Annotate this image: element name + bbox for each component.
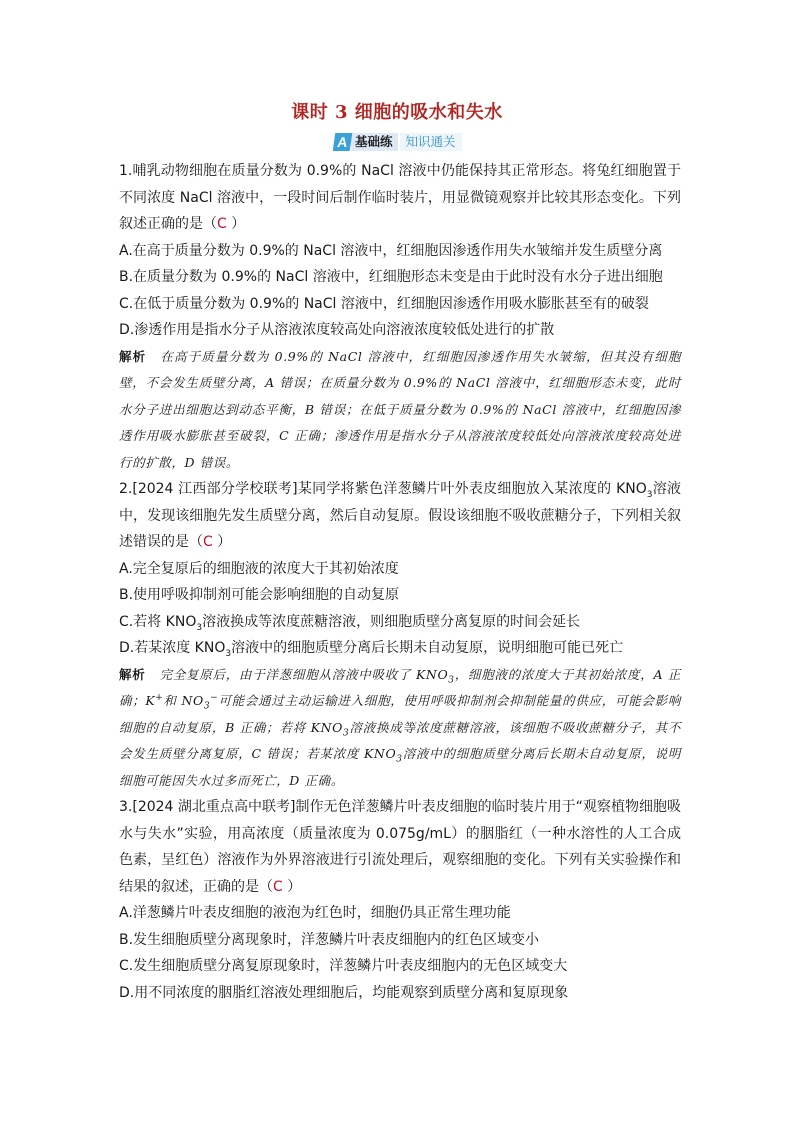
badge-sub-label: 知识通关 xyxy=(400,133,462,151)
explanation-label: 解析 xyxy=(119,348,147,364)
explanation-label: 解析 xyxy=(119,666,146,682)
option-a: A.洋葱鳞片叶表皮细胞的液泡为红色时，细胞仍具正常生理功能 xyxy=(119,905,511,921)
question-3 xyxy=(119,794,681,1006)
answer-letter: C xyxy=(217,216,227,232)
question-list xyxy=(119,158,681,1006)
answer-letter: C xyxy=(273,878,283,895)
question-stem: 3.[2024 湖北重点高中联考]制作无色洋葱鳞片叶表皮细胞的临时装片用于“观察植物细胞吸水与失水”实验，用高浓度（质量浓度为 0.075g/mL）的胭脂红（一种水溶性的人工合成色素，呈红色）溶液作为外界溶液进行引流处理后，观察细胞的变化。下列有关实验操作和结果的叙述，正确的是（C ） xyxy=(119,799,681,895)
option-c: C.在低于质量分数为 0.9%的 NaCl 溶液中，红细胞因渗透作用吸水膨胀甚至有的破裂 xyxy=(119,295,649,312)
question-2 xyxy=(119,476,681,794)
answer-letter: C xyxy=(203,534,213,550)
question-1 xyxy=(119,158,681,476)
option-a: A.在高于质量分数为 0.9%的 NaCl 溶液中，红细胞因渗透作用失水皱缩并发生质壁分离 xyxy=(119,242,663,259)
page-title: 课时 3 细胞的吸水和失水 xyxy=(291,102,503,123)
badge-level-label: 基础练 xyxy=(351,133,398,151)
option-b: B.发生细胞质壁分离现象时，洋葱鳞片叶表皮细胞内的红色区域变小 xyxy=(119,931,540,948)
explanation: 解析 完全复原后，由于洋葱细胞从溶液中吸收了 $KNO_3$，细胞液的浓度大于其初始浓度，A 正确；K+和 $NO_3^-$可能会通过主动运输进入细胞，使用呼吸抑制剂会抑制能量的供应，可能会影响细胞的自动复原，B 正确；若将 $KNO_3$溶液换成等浓度蔗糖溶液，该细胞不吸收蔗糖分子，其不会发生质壁分离复原，C 错误；若某浓度 $KNO_3$溶液中的细胞质壁分离后长期未自动复原，说明细胞可能因失水过多而死亡，D 正确。 xyxy=(119,666,681,788)
option-d: D.若某浓度 $KNO_3$溶液中的细胞质壁分离后长期未自动复原，说明细胞可能已死亡 xyxy=(119,640,624,659)
level-letter-icon: A xyxy=(333,133,353,151)
option-d: D.用不同浓度的胭脂红溶液处理细胞后，均能观察到质壁分离和复原现象 xyxy=(119,984,569,1001)
option-c: C.若将 $KNO_3$溶液换成等浓度蔗糖溶液，则细胞质壁分离复原的时间会延长 xyxy=(119,613,581,633)
option-d: D.渗透作用是指水分子从溶液浓度较高处向溶液浓度较低处进行的扩散 xyxy=(119,322,555,338)
option-b: B.在质量分数为 0.9%的 NaCl 溶液中，红细胞形态未变是由于此时没有水分子进出细胞 xyxy=(119,269,663,285)
option-a: A.完全复原后的细胞液的浓度大于其初始浓度 xyxy=(119,560,399,577)
explanation: 解析 在高于质量分数为 0.9%的 NaCl 溶液中，红细胞因渗透作用失水皱缩，但其没有细胞壁，不会发生质壁分离，A 错误；在质量分数为 0.9%的 NaCl 溶液中，红细胞形态未变，此时水分子进出细胞达到动态平衡，B 错误；在低于质量分数为 0.9%的 NaCl 溶液中，红细胞因渗透作用吸水膨胀甚至破裂，C 正确；渗透作用是指水分子从溶液浓度较低处向溶液浓度较高处进行的扩散，D 错误。 xyxy=(119,348,682,470)
question-stem: 1.哺乳动物细胞在质量分数为 0.9%的 NaCl 溶液中仍能保持其正常形态。将兔红细胞置于不同浓度 NaCl 溶液中，一段时间后制作临时装片，用显微镜观察并比较其形态变化。下列叙述正确的是（C ） xyxy=(119,163,681,232)
section-badge xyxy=(334,133,462,151)
option-c: C.发生细胞质壁分离复原现象时，洋葱鳞片叶表皮细胞内的无色区域变大 xyxy=(119,958,568,974)
option-b: B.使用呼吸抑制剂可能会影响细胞的自动复原 xyxy=(119,587,400,603)
question-stem: 2.[2024 江西部分学校联考]某同学将紫色洋葱鳞片叶外表皮细胞放入某浓度的 $KNO_3$溶液中，发现该细胞先发生质壁分离，然后自动复原。假设该细胞不吸收蔗糖分子，下列相关叙述错误的是（C ） xyxy=(119,481,682,550)
